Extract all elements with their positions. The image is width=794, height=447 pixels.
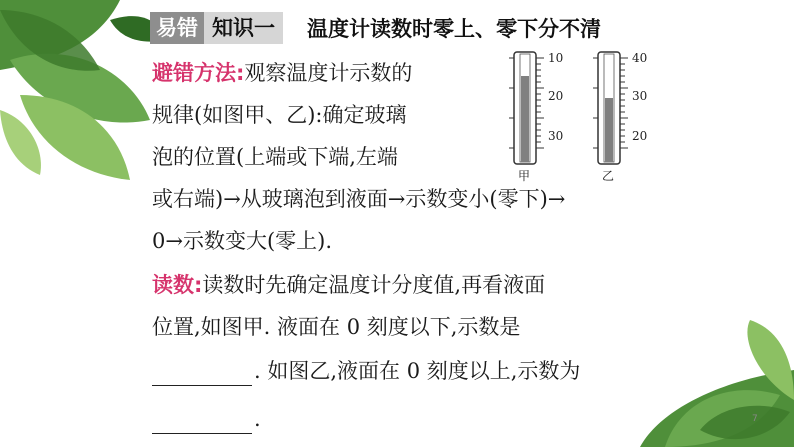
page-number: 7 [752,414,758,424]
method-label: 避错方法: [152,61,245,85]
label-yi: 乙 [602,169,615,183]
read-text-4: . [254,407,261,431]
read-text-1: 读数时先确定温度计分度值,再看液面 [202,273,546,297]
read-label: 读数: [152,273,203,297]
tick-yi-20: 20 [632,129,648,143]
tick-jia-10: 10 [548,51,564,65]
method-line-3: 泡的位置(上端或下端,左端 [152,145,398,169]
method-line-5: 0→示数变大(零上). [152,229,333,253]
thermometer-yi [593,51,647,183]
leaf-cluster-top-left-icon [0,0,165,180]
knowledge-tag: 知识一 [204,12,283,44]
liquid-column-jia [521,76,529,162]
method-line-4: 或右端)→从玻璃泡到液面→示数变小(零下)→ [152,187,566,211]
thermometer-jia [509,51,563,183]
tick-jia-30: 30 [548,129,564,143]
leaf-cluster-bottom-right-icon [640,320,794,447]
read-text-3: . 如图乙,液面在 0 刻度以上,示数为 [254,359,581,383]
liquid-column-yi [605,98,613,162]
answer-blank-2 [152,411,252,434]
read-line-1 [152,270,545,300]
read-line-4 [152,404,261,434]
read-line-2: 位置,如图甲. 液面在 0 刻度以下,示数是 [152,315,521,339]
tick-jia-20: 20 [548,89,564,103]
tick-yi-40: 40 [632,51,648,65]
method-text-1: 观察温度计示数的 [244,61,413,85]
read-line-3 [152,356,580,386]
tick-yi-30: 30 [632,89,648,103]
page-title: 温度计读数时零上、零下分不清 [307,17,601,41]
label-jia: 甲 [518,169,531,183]
thermometer-figure [496,50,666,190]
section-header [150,12,601,44]
method-line-1 [152,58,412,88]
method-line-2: 规律(如图甲、乙):确定玻璃 [152,103,407,127]
answer-blank-1 [152,363,252,386]
error-prone-tag: 易错 [150,12,204,44]
